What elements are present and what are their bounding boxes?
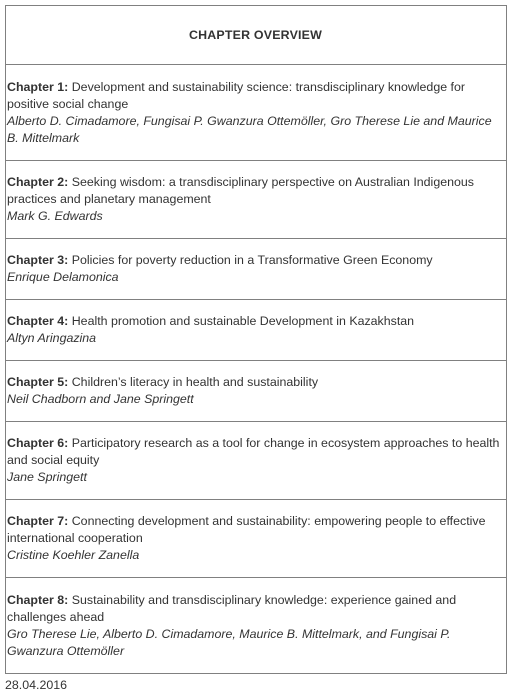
table-row xyxy=(6,300,507,361)
chapter-authors: Gro Therese Lie, Alberto D. Cimadamore, Maurice B. Mittelmark, and Fungisai P. Gwanzura Ottemöller xyxy=(7,626,451,658)
chapter-authors: Cristine Koehler Zanella xyxy=(7,548,140,562)
table-header: CHAPTER OVERVIEW xyxy=(6,6,507,65)
chapter-cell xyxy=(6,300,507,361)
chapter-title: Children’s literacy in health and sustainability xyxy=(71,375,319,389)
table-row xyxy=(6,422,507,500)
chapter-authors: Alberto D. Cimadamore, Fungisai P. Gwanzura Ottemöller, Gro Therese Lie and Maurice B. Mittelmark xyxy=(7,113,492,145)
table-header-row xyxy=(6,6,507,65)
chapter-authors: Enrique Delamonica xyxy=(7,270,119,284)
chapter-title: Connecting development and sustainability: empowering people to effective international cooperation xyxy=(7,514,486,545)
chapter-number: Chapter 2: xyxy=(7,175,69,189)
table-row xyxy=(6,361,507,422)
chapter-number: Chapter 3: xyxy=(7,253,69,267)
chapter-authors: Mark G. Edwards xyxy=(7,209,103,223)
table-row xyxy=(6,65,507,161)
chapter-number: Chapter 6: xyxy=(7,436,69,450)
chapter-title: Health promotion and sustainable Development in Kazakhstan xyxy=(71,314,415,328)
chapter-cell xyxy=(6,161,507,239)
chapter-number: Chapter 8: xyxy=(7,592,69,607)
publication-date: 28.04.2016 xyxy=(5,678,68,692)
chapter-authors: Neil Chadborn and Jane Springett xyxy=(7,392,194,406)
chapter-cell xyxy=(6,500,507,578)
chapter-cell xyxy=(6,578,507,674)
chapter-authors: Altyn Aringazina xyxy=(7,331,97,345)
table-row xyxy=(6,161,507,239)
chapter-number: Chapter 1: xyxy=(7,79,69,94)
chapter-title: Participatory research as a tool for change in ecosystem approaches to health and social equity xyxy=(7,436,500,467)
chapter-cell xyxy=(6,239,507,300)
chapter-number: Chapter 7: xyxy=(7,514,69,528)
chapter-number: Chapter 4: xyxy=(7,314,69,328)
table-row xyxy=(6,239,507,300)
chapter-title: Seeking wisdom: a transdisciplinary perspective on Australian Indigenous practices and planetary management xyxy=(7,175,474,206)
chapter-overview-table xyxy=(5,5,507,674)
chapter-cell xyxy=(6,361,507,422)
chapter-cell xyxy=(6,422,507,500)
table-row xyxy=(6,578,507,674)
chapter-title: Policies for poverty reduction in a Transformative Green Economy xyxy=(71,253,433,267)
chapter-title: Development and sustainability science: transdisciplinary knowledge for positive social change xyxy=(7,79,465,111)
chapter-number: Chapter 5: xyxy=(7,375,69,389)
chapter-authors: Jane Springett xyxy=(7,470,87,484)
table-row xyxy=(6,500,507,578)
chapter-cell xyxy=(6,65,507,161)
chapter-title: Sustainability and transdisciplinary knowledge: experience gained and challenges ahead xyxy=(7,592,457,624)
